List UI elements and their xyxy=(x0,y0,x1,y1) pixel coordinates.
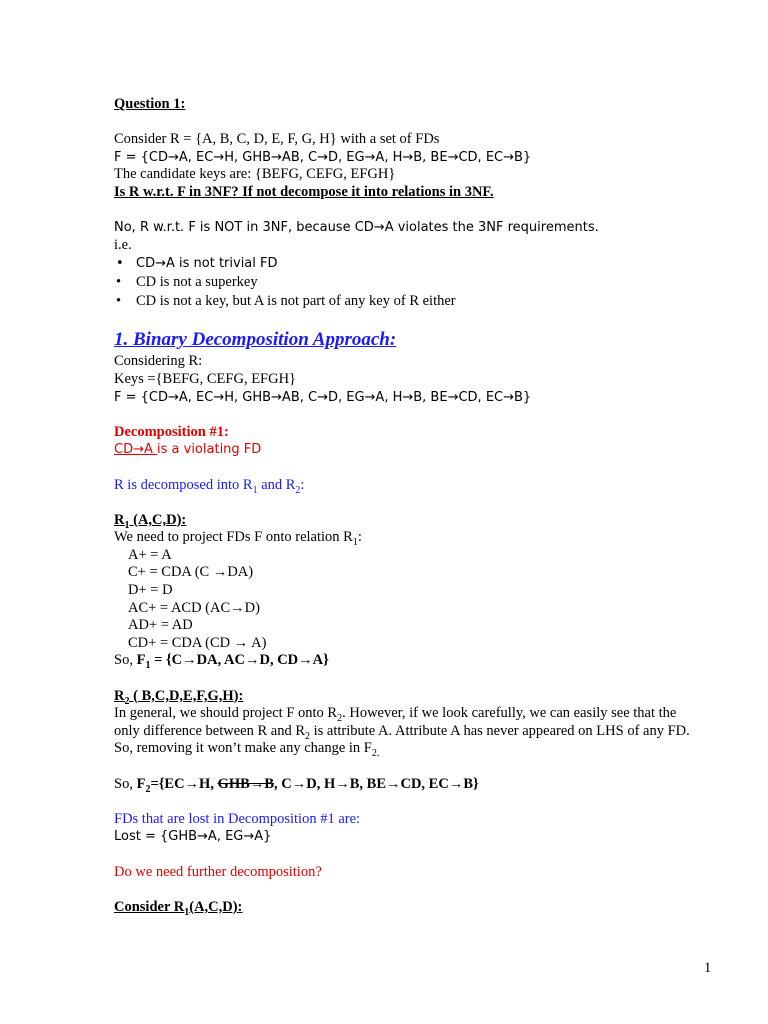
further-question: Do we need further decomposition? xyxy=(114,863,322,880)
subscript: 1 xyxy=(252,484,258,496)
r2-heading xyxy=(114,688,704,706)
text: . However, if we look carefully, we can easily see that the only difference between R and R xyxy=(114,705,677,739)
document-body xyxy=(114,96,704,916)
question-text: Is R w.r.t. F in 3NF? If not decompose it into relations in 3NF. xyxy=(114,183,494,200)
text: So, xyxy=(114,652,137,669)
text: R xyxy=(114,687,125,704)
text: R xyxy=(114,511,125,528)
closure-line: C+ = CDA (C →DA) xyxy=(128,564,254,581)
text: , C→D, H→B, BE→CD, EC→B} xyxy=(274,775,479,792)
projection-intro xyxy=(114,529,704,547)
text: (A,C,D): xyxy=(129,511,187,528)
subscript: 2. xyxy=(371,748,380,760)
subscript: 2 xyxy=(295,484,301,496)
text: ={EC→H, xyxy=(150,775,218,792)
text: Consider R xyxy=(114,898,185,915)
text: R is decomposed into R xyxy=(114,476,253,493)
list-item: • CD→A is not trivial FD xyxy=(114,254,704,273)
text: F xyxy=(136,652,146,669)
text: is attribute A. Attribute A has never appeared on LHS of any FD. So, removing it won’t make any change in F xyxy=(114,722,690,757)
projection-explanation xyxy=(114,705,704,758)
text: : xyxy=(357,529,362,546)
list-item: • CD is not a key, but A is not part of any key of R either xyxy=(114,292,704,311)
f2-result xyxy=(114,776,704,794)
closure-line: D+ = D xyxy=(128,582,173,599)
subscript: 1 xyxy=(145,660,151,672)
text: = {C→DA, AC→D, CD→A} xyxy=(150,652,329,669)
struck-fd: GHB→B xyxy=(217,775,274,792)
violation-reasons-list xyxy=(114,254,704,311)
closure-line: A+ = A xyxy=(128,546,172,563)
text: : xyxy=(300,476,305,493)
text: F xyxy=(136,775,146,792)
list-item: • CD is not a superkey xyxy=(114,273,704,292)
subscript: 2 xyxy=(145,783,151,795)
f1-result xyxy=(114,652,704,670)
keys-line: Keys ={BEFG, CEFG, EFGH} xyxy=(114,370,297,387)
text: and R xyxy=(257,476,296,493)
relation-definition: Consider R = {A, B, C, D, E, F, G, H} with a set of FDs xyxy=(114,131,440,148)
decomposition-heading: Decomposition #1: xyxy=(114,423,229,440)
text: ( B,C,D,E,F,G,H): xyxy=(129,687,244,704)
question-heading: Question 1: xyxy=(114,96,186,112)
violating-fd-line xyxy=(114,441,704,459)
text: (A,C,D): xyxy=(189,898,243,915)
section-heading: 1. Binary Decomposition Approach: xyxy=(114,329,397,351)
ie-label: i.e. xyxy=(114,236,132,253)
candidate-keys: The candidate keys are: {BEFG, CEFG, EFGH} xyxy=(114,166,396,183)
text: So, xyxy=(114,775,137,792)
fd-set: F = {CD→A, EC→H, GHB→AB, C→D, EG→A, H→B, BE→CD, EC→B} xyxy=(114,149,532,165)
text: We need to project FDs F onto relation R xyxy=(114,529,353,546)
page-number: 1 xyxy=(704,960,712,976)
closure-line: CD+ = CDA (CD → A) xyxy=(128,634,267,651)
fd-set-repeat: F = {CD→A, EC→H, GHB→AB, C→D, EG→A, H→B, BE→CD, EC→B} xyxy=(114,389,532,405)
subscript: 1 xyxy=(124,519,130,531)
considering-label: Considering R: xyxy=(114,353,203,370)
decomposition-statement xyxy=(114,477,704,495)
violating-fd-note: is a violating FD xyxy=(157,442,262,458)
answer-text: No, R w.r.t. F is NOT in 3NF, because CD→A violates the 3NF requirements. xyxy=(114,220,599,236)
lost-fds-heading: FDs that are lost in Decomposition #1 are: xyxy=(114,810,361,827)
subscript: 2 xyxy=(124,695,130,707)
closure-line: AC+ = ACD (AC→D) xyxy=(128,599,260,616)
lost-fds: Lost = {GHB→A, EG→A} xyxy=(114,829,272,845)
closure-line: AD+ = AD xyxy=(128,617,193,634)
violating-fd: CD→A xyxy=(114,442,158,458)
subscript: 2 xyxy=(337,713,343,725)
subscript: 1 xyxy=(352,537,358,549)
subscript: 1 xyxy=(184,906,190,918)
subscript: 2 xyxy=(305,730,310,742)
r1-heading xyxy=(114,512,704,530)
text: In general, we should project F onto R xyxy=(114,705,338,722)
consider-r1-heading xyxy=(114,899,704,917)
